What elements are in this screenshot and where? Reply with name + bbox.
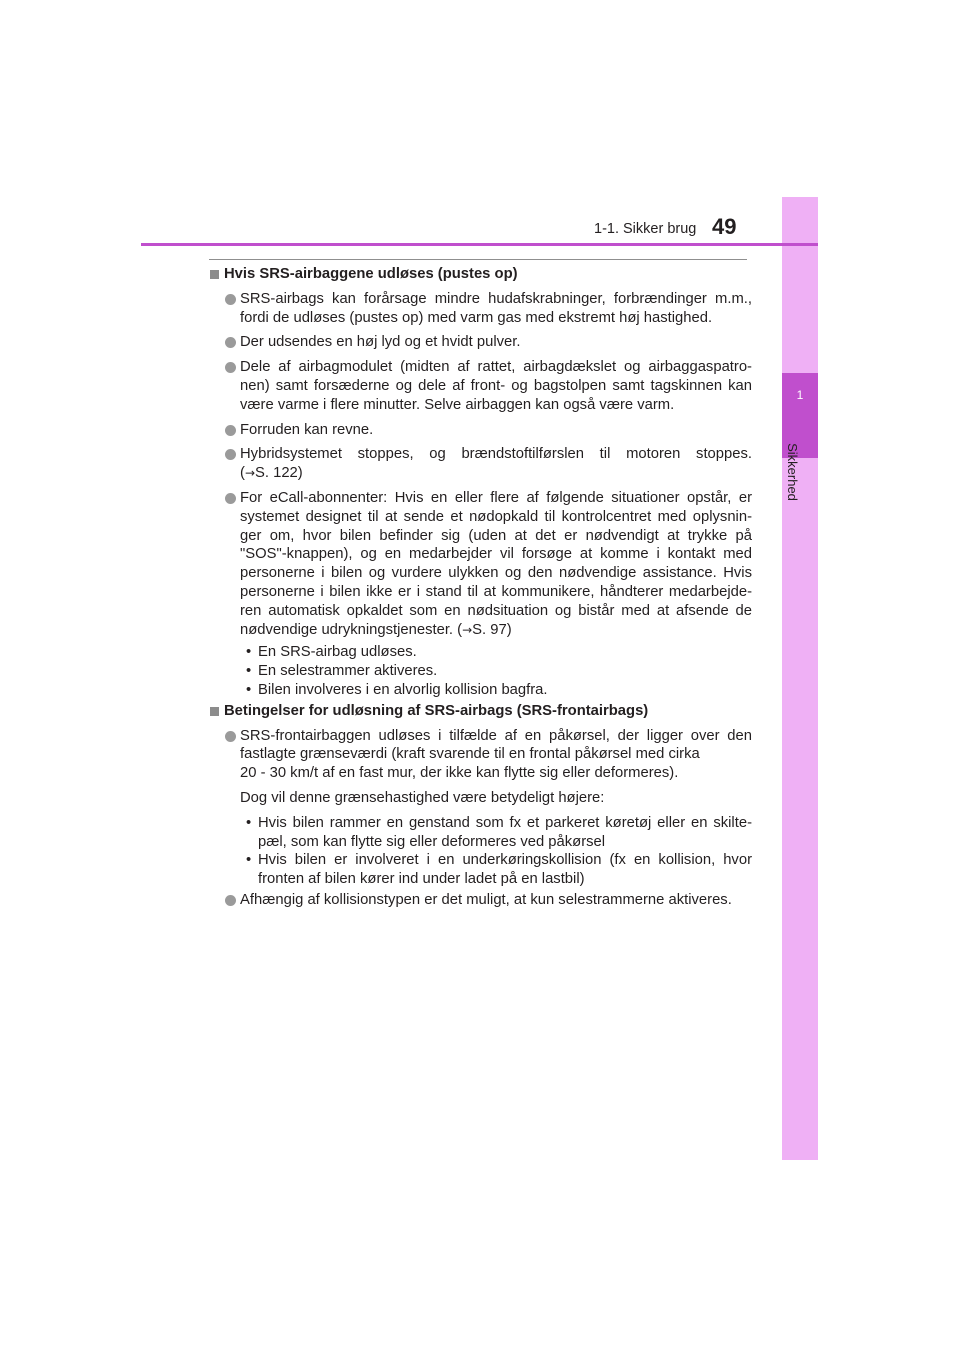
text-line: systemet designet til at sende et nødopkald til kontrolcentret med oplysnin- <box>240 508 752 525</box>
bullet-icon: • <box>246 663 252 680</box>
page-content <box>210 265 752 916</box>
text-line: personerne i bilen og vurdere ulykken og den nødvendige assistance. Hvis <box>240 565 752 582</box>
text-line <box>240 621 752 640</box>
list-item <box>210 727 752 783</box>
text-line: 20 - 30 km/t af en fast mur, der ikke kan flytte sig eller deformeres). <box>240 765 679 782</box>
text-line: Afhængig af kollisionstypen er det muligt, at kun selestrammerne aktiveres. <box>240 891 732 908</box>
list-item <box>210 290 752 328</box>
text-line: fastlagte grænseværdi (kraft svarende til en frontal påkørsel med cirka <box>240 746 700 763</box>
header-section-title: 1-1. Sikker brug <box>594 221 697 237</box>
sub-list-item <box>210 643 752 662</box>
square-bullet-icon <box>210 270 219 279</box>
list-item <box>210 489 752 639</box>
open-paren: ( <box>240 465 245 482</box>
text-line: fordi de udløses (pustes op) med varm gas med ekstremt høj hastighed. <box>240 309 713 326</box>
text-line: være varme i flere minutter. Selve airbaggen kan også være varm. <box>240 396 675 413</box>
sub-list-item <box>210 814 752 852</box>
bullet-icon: • <box>246 814 252 831</box>
text-line: En SRS-airbag udløses. <box>258 644 417 661</box>
text-line <box>240 464 752 483</box>
section-heading-airbags-deployed <box>210 265 752 284</box>
text-line: fronten af bilen kører ind under ladet på en lastbil) <box>258 871 585 888</box>
text-line: Bilen involveres i en alvorlig kollision bagfra. <box>258 681 548 698</box>
text-line: ger om, hvor bilen befinder sig (uden at det er nødvendigt at trykke på <box>240 527 752 544</box>
circle-bullet-icon <box>225 337 236 348</box>
text-line: Hybridsystemet stoppes, og brændstoftilførslen til motoren stoppes. <box>240 446 752 463</box>
list-item <box>210 358 752 414</box>
sub-list <box>210 814 752 889</box>
list-item <box>210 445 752 483</box>
text-line: Dele af airbagmodulet (midten af rattet, airbagdækslet og airbaggaspatro- <box>240 359 752 376</box>
list-item <box>210 891 752 910</box>
circle-bullet-icon <box>225 493 236 504</box>
text-line: For eCall-abonnenter: Hvis en eller flere af følgende situationer opstår, er <box>240 489 752 506</box>
list-item <box>210 421 752 440</box>
circle-bullet-icon <box>225 449 236 460</box>
paragraph: Dog vil denne grænsehastighed være betydeligt højere: <box>240 789 605 806</box>
sub-list-item <box>210 662 752 681</box>
circle-bullet-icon <box>225 731 236 742</box>
text-line: Der udsendes en høj lyd og et hvidt pulver. <box>240 334 521 351</box>
text-line: "SOS"-knappen), og en medarbejder vil forsøge at komme i kontakt med <box>240 546 752 563</box>
text-line: SRS-frontairbaggen udløses i tilfælde af en påkørsel, der ligger over den <box>240 727 752 744</box>
page-reference-link[interactable]: S. 97) <box>472 621 512 638</box>
arrow-right-icon: → <box>462 622 473 637</box>
circle-bullet-icon <box>225 425 236 436</box>
text-line: nen) samt forsæderne og dele af front- og bagstolpen samt tagskinnen kan <box>240 377 752 394</box>
section-heading-deployment-conditions <box>210 702 752 721</box>
circle-bullet-icon <box>225 294 236 305</box>
text-line: Hvis bilen rammer en genstand som fx et parkeret køretøj eller en skilte- <box>258 814 752 831</box>
sub-list-item <box>210 681 752 700</box>
square-bullet-icon <box>210 707 219 716</box>
text-segment: nødvendige udrykningstjenester. ( <box>240 621 463 638</box>
circle-bullet-icon <box>225 895 236 906</box>
bullet-icon: • <box>246 644 252 661</box>
page-reference-link[interactable]: S. 122) <box>255 465 303 482</box>
chapter-number: 1 <box>796 388 804 402</box>
text-line: Hvis bilen er involveret i en underkøringskollision (fx en kollision, hvor <box>258 852 752 869</box>
list-item <box>210 333 752 352</box>
arrow-right-icon: → <box>244 466 255 481</box>
page-number: 49 <box>712 214 737 239</box>
text-line: pæl, som kan flytte sig eller deformeres ved påkørsel <box>258 833 606 850</box>
bullet-icon: • <box>246 852 252 869</box>
sub-list <box>210 643 752 699</box>
bullet-icon: • <box>246 681 252 698</box>
heading-text: Hvis SRS-airbaggene udløses (pustes op) <box>224 266 518 282</box>
sub-list-item <box>210 851 752 889</box>
chapter-name: Sikkerhed <box>785 443 800 501</box>
chapter-side-tab <box>782 197 818 1160</box>
text-line: SRS-airbags kan forårsage mindre hudafskrabninger, forbrændinger m.m., <box>240 290 752 307</box>
text-line: Forruden kan revne. <box>240 421 374 438</box>
text-line: En selestrammer aktiveres. <box>258 663 438 680</box>
content-divider <box>209 259 747 260</box>
text-line: ren automatisk opkaldet som en nødsituation og bistår med at afsende de <box>240 602 752 619</box>
header-rule <box>141 243 818 246</box>
heading-text: Betingelser for udløsning af SRS-airbags (SRS-frontairbags) <box>224 702 649 719</box>
text-line: personerne i bilen ikke er i stand til at kommunikere, håndterer medarbejde- <box>240 583 752 600</box>
circle-bullet-icon <box>225 362 236 373</box>
